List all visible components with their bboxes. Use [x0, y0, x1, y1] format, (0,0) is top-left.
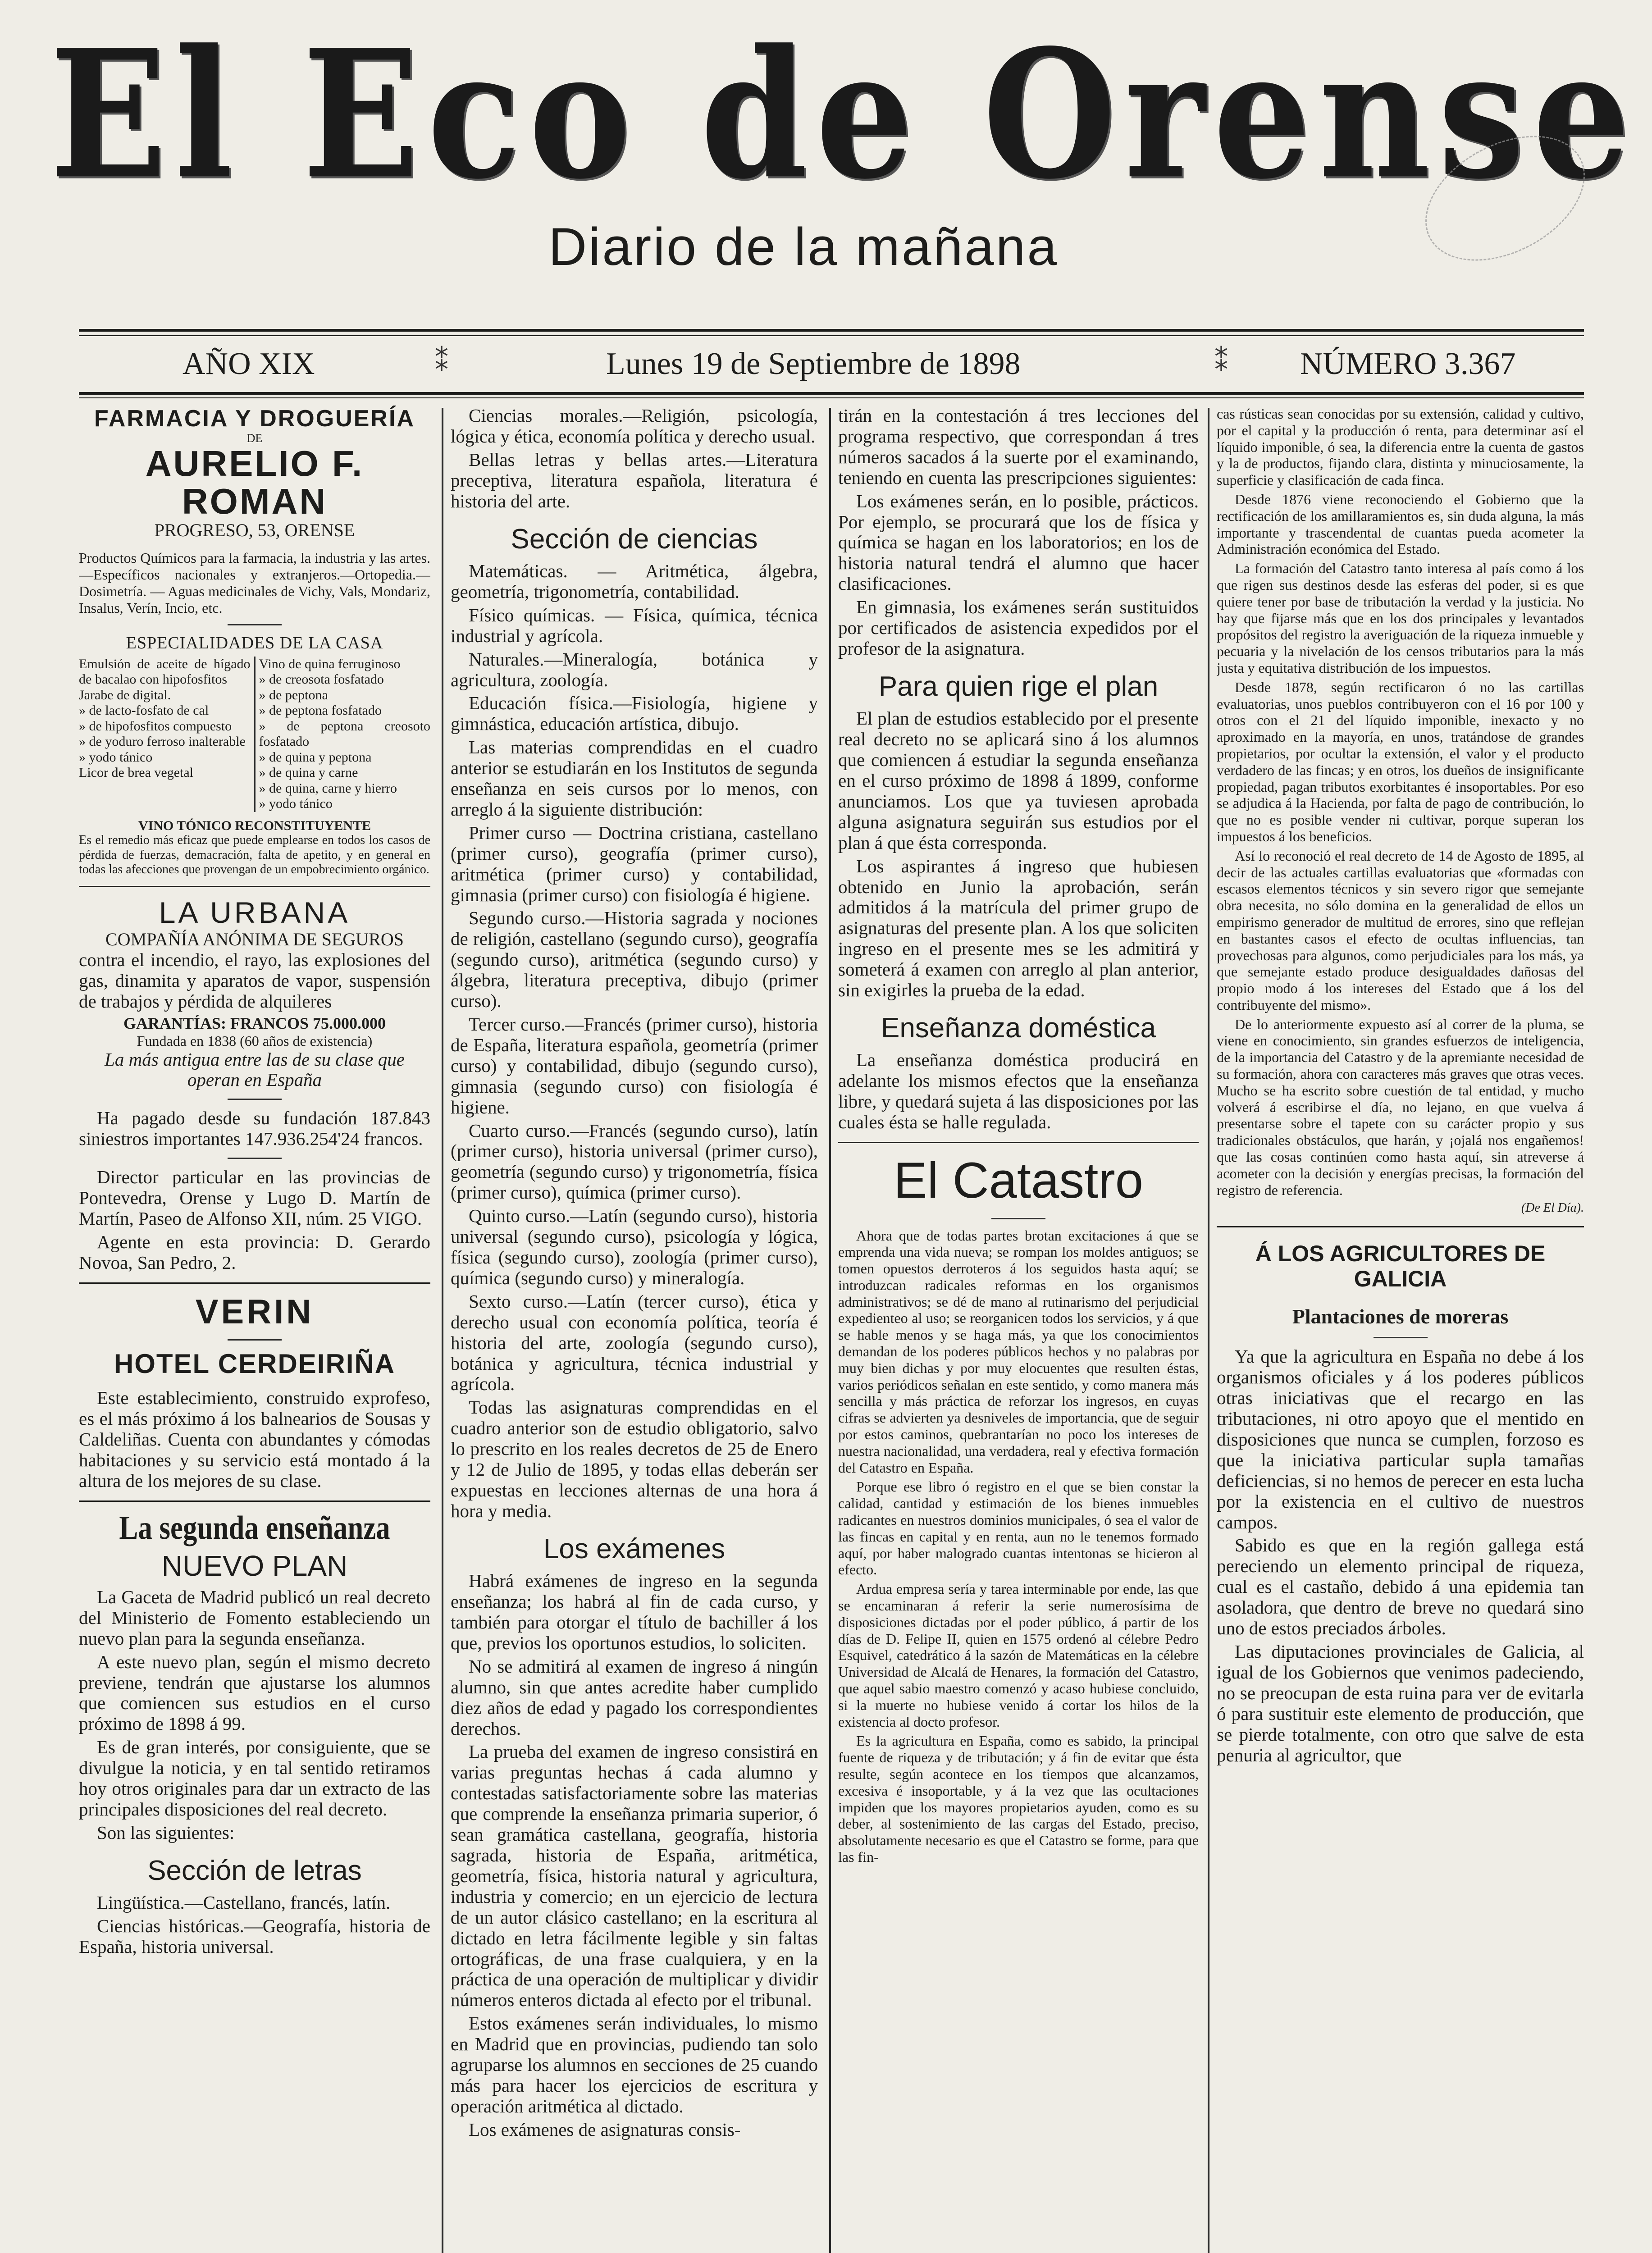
divider — [228, 1099, 282, 1100]
insurance-agent: Agente en esta provincia: D. Gerardo Novoa, San Pedro, 2. — [79, 1231, 430, 1273]
paragraph: Sexto curso.—Latín (tercer curso), ética y derecho usual con economía política, teoría é historia del arte, zoología (segundo curso), botánica y agricultura, técnica industrial y agrícola. — [451, 1291, 818, 1395]
paragraph: Habrá exámenes de ingreso en la segunda enseñanza; los habrá al fin de cada curso, y también para otorgar el título de bachiller á los que, previos los oportunos estudios, lo soliciten. — [451, 1570, 818, 1653]
tonic-wine-text: Es el remedio más eficaz que puede emplearse en todos los casos de pérdida de fuerzas, demacración, falta de apetito, y en general en todas las afecciones que provengan de un empobrecimiento orgánico. — [79, 833, 430, 876]
home-education-title: Enseñanza doméstica — [881, 1012, 1156, 1044]
verin-title: VERIN — [195, 1292, 314, 1331]
issue-date: Lunes 19 de Septiembre de 1898 — [606, 347, 1021, 381]
specialty-item: » de quina y peptona — [259, 749, 372, 765]
paragraph: La prueba del examen de ingreso consistirá en varias preguntas hechas á cada alumno y contestadas satisfactoriamente sobre las materias que comprende la enseñanza primaria superior, ó sean gramática castellana, geografía, historia sagrada, historia de España, aritmética, geometría, física, historia natural y agricultura, industria y comercio; en un ejercicio de lectura de un autor clásico castellano; en la escritura al dictado en letra fácilmente legible y sin faltas ortográficas, de una frase cualquiera, y en la práctica de una operación de multiplicar y dividir números enteros dictada al efecto por el tribunal. — [451, 1741, 818, 2011]
paragraph: Es la agricultura en España, como es sabido, la principal fuente de riqueza y de tributación; y á fin de evitar que ésta resulte, según acontece en los tiempos que alcanzamos, excesiva é insoportable, y á la vez que las ocultaciones impiden que los mayores propietarios ayuden, como es su deber, al sostenimiento de las cargas del Estado, preciso, absolutamente necesario es que el Catastro se forme, para que las fin- — [838, 1733, 1199, 1865]
paragraph: Físico químicas. — Física, química, técnica industrial y agrícola. — [451, 604, 818, 646]
insurance-director: Director particular en las provincias de Pontevedra, Orense y Lugo D. Martín de Martín, Paseo de Alfonso XII, núm. 25 VIGO. — [79, 1167, 430, 1229]
section-rule — [1217, 1226, 1584, 1227]
dateline-rule — [79, 392, 1584, 395]
tonic-wine-title: VINO TÓNICO RECONSTITUYENTE — [138, 818, 371, 833]
paragraph: Todas las asignaturas comprendidas en el cuadro anterior son de estudio obligatorio, salvo lo prescrito en los reales decretos de 25 de Enero y 12 de Julio de 1895, y todas ellas deberán ser expuestas en lecciones alternas de una hora á hora y media. — [451, 1397, 818, 1521]
paragraph: tirán en la contestación á tres lecciones del programa respectivo, que correspondan á tres números sacados á la suerte por el examinando, teniendo en cuenta las prescripciones siguientes: — [838, 406, 1199, 488]
insurance-paid: Ha pagado desde su fundación 187.843 siniestros importantes 147.936.254'24 francos. — [79, 1108, 430, 1149]
pharmacy-products: Productos Químicos para la farmacia, la industria y las artes.—Específicos nacionales y extranjeros.—Ortopedia.—Dosimetría. — Aguas medicinales de Vichy, Vals, Mondariz, Insalus, Verín, Incio, etc. — [79, 550, 430, 616]
pharmacy-de: DE — [246, 432, 263, 445]
paragraph: Primer curso — Doctrina cristiana, castellano (primer curso), geografía (primer curso), aritmética (primer curso) y contabilidad, gimnasia (primer curso) con fisiología é higiene. — [451, 822, 818, 905]
paragraph: Ya que la agricultura en España no debe á los organismos oficiales y á los poderes públicos otras iniciativas que el recargo en las tributaciones, ni otro apoyo que el mentido en disposiciones que nunca se cumplen, forzoso es que la iniciativa particular supla tamañas deficiencias, si no hemos de perecer en esta lucha por la existencia en el cultivo de nuestros campos. — [1217, 1346, 1584, 1532]
paragraph: Matemáticas. — Aritmética, álgebra, geometría, trigonometría, contabilidad. — [451, 560, 818, 602]
source-credit: (De El Día). — [1521, 1201, 1584, 1215]
pharmacy-owner: AURELIO F. ROMAN — [145, 443, 364, 522]
issue-number: NÚMERO 3.367 — [1300, 347, 1516, 381]
paragraph: Naturales.—Mineralogía, botánica y agricultura, zoología. — [451, 648, 818, 690]
section-rule — [79, 1282, 430, 1284]
paragraph: Ahora que de todas partes brotan excitaciones á que se emprenda una vida nueva; se rompan los moldes antiguos; se tomen opuestos derroteros á los seguidos hasta aquí; se introduzcan radicales reformas en los organismos administrativos; se dé de mano al rutinarismo del perjudicial expedienteo al uso; se reorganicen todos los servicios, y á que se hable menos y se haga más, ya que los conocimientos demandan de los poderes públicos hechos y no palabras por muy bien dichas y por muy elocuentes que resulten éstas, varios periódicos señalan en este sentido, y como manera más sencilla y más práctica de reforzar los ingresos, en cuyas cifras se advierten ya desniveles de importancia, que de seguir por estos caminos, quebrantarían no poco los intereses de nuestra nacionalidad, una verdadera, real y efectiva formación del Catastro en España. — [838, 1227, 1199, 1476]
insurance-subtitle: COMPAÑÍA ANÓNIMA DE SEGUROS — [105, 929, 404, 949]
letters-p2: Ciencias históricas.—Geografía, historia de España, historia universal. — [79, 1916, 430, 1957]
paragraph: Cuarto curso.—Francés (segundo curso), latín (primer curso), historia universal (primer curso), geometría (segundo curso) y trigonometría, física (primer curso), química (primer curso). — [451, 1120, 818, 1203]
specialty-item: » de yoduro ferroso inalterable — [79, 734, 246, 749]
education-title: La segunda enseñanza — [119, 1509, 390, 1546]
specialties-right — [256, 657, 431, 812]
insurance-coverage: contra el incendio, el rayo, las explosiones del gas, dinamita y aparatos de vapor, suspensión de trabajos y pérdida de alquileres — [79, 949, 430, 1012]
divider — [228, 624, 282, 625]
pharmacy-title: FARMACIA Y DROGUERÍA — [94, 406, 415, 432]
insurance-oldest: La más antigua entre las de su clase que operan en España — [105, 1049, 405, 1090]
paragraph: Las diputaciones provinciales de Galicia, al igual de los Gobiernos que venimos padeciendo, no se preocupan de esta ruina para ver de evitarla ó para sustituir este elemento de producción, que se pierde totalmente, con otro que salve de esta penuria al agricultor, que — [1217, 1641, 1584, 1765]
specialty-item: » de hipofosfitos compuesto — [79, 718, 232, 734]
education-p3: Es de gran interés, por consiguiente, que se divulgue la noticia, y en tal sentido retiramos hoy otros originales para dar un extracto de las principales disposiciones del real decreto. — [79, 1737, 430, 1820]
paragraph: Tercer curso.—Francés (primer curso), historia de España, literatura española, geometría (primer curso) y contabilidad, dibujo (segundo curso), gimnasia (segundo curso) con fisiología é higiene. — [451, 1014, 818, 1117]
paragraph: Ardua empresa sería y tarea interminable por ende, las que se encaminaran á referir la serie numerosísima de disposiciones dictadas por el poder público, á partir de los días de D. Felipe II, quien en 1575 ordenó al célebre Pedro Esquivel, catedrático á la sazón de Matemáticas en la célebre Universidad de Alcalá de Henares, la formación del Catastro, que aquel sabio maestro comenzó y acaso hubiese concluido, si la muerte no hubiese venido á cortar los hilos de la existencia al docto profesor. — [838, 1581, 1199, 1730]
paragraph: Los exámenes serán, en lo posible, prácticos. Por ejemplo, se procurará que los de física y química se hagan en los laboratorios; en los de historia natural tendrá el alumno que hacer clasificaciones. — [838, 490, 1199, 594]
top-rule-thin — [79, 335, 1584, 336]
paragraph: Educación física.—Fisiología, higiene y gimnástica, educación artística, dibujo. — [451, 693, 818, 734]
paragraph: Los aspirantes á ingreso que hubiesen obtenido en Junio la aprobación, serán admitidos á la matrícula del primer grupo de asignaturas del presente plan. A los que soliciten ingreso en el presente mes se les admitirá y someterá á examen con arreglo al plan anterior, sin exigirles la prueba de la edad. — [838, 855, 1199, 1001]
column-4 — [1217, 406, 1584, 2253]
divider — [991, 1218, 1045, 1219]
farmers-title: Á LOS AGRICULTORES DE GALICIA — [1255, 1241, 1546, 1291]
paragraph: En gimnasia, los exámenes serán sustituidos por certificados de asistencia expedidos por el profesor de la asignatura. — [838, 597, 1199, 659]
paragraph: No se admitirá al examen de ingreso á ningún alumno, sin que antes acredite haber cumplido diez años de edad y pagado los correspondientes derechos. — [451, 1656, 818, 1739]
section-rule — [79, 1500, 430, 1502]
education-p4: Son las siguientes: — [97, 1822, 235, 1843]
insurance-founded: Fundada en 1838 (60 años de existencia) — [137, 1032, 373, 1049]
letters-section-title: Sección de letras — [147, 1855, 362, 1886]
newspaper-title: El Eco de Orense — [50, 11, 1638, 219]
column-1 — [79, 406, 430, 2253]
insurance-guarantee: GARANTÍAS: FRANCOS 75.000.000 — [123, 1014, 386, 1033]
top-rule — [79, 329, 1584, 332]
paragraph: cas rústicas sean conocidas por su extensión, calidad y cultivo, por el capital y la producción ó renta, para determinar así el líquido imponible, ó sea, la diferencia entre la cuenta de gastos y la de productos, fijando clara, distinta y minuciosamente, la superficie y clasificación de cada finca. — [1217, 406, 1584, 488]
exams-section-title: Los exámenes — [543, 1533, 726, 1564]
section-rule — [79, 886, 430, 887]
hotel-title: HOTEL CERDEIRIÑA — [114, 1348, 396, 1379]
section-rule — [838, 1142, 1199, 1143]
column-2 — [451, 406, 818, 2253]
paragraph: Segundo curso.—Historia sagrada y nociones de religión, castellano (segundo curso), geografía (segundo curso), aritmética (segundo curso) y álgebra, literatura preceptiva, dibujo (primer curso). — [451, 908, 818, 1012]
ornament-icon: ⁑ — [435, 347, 448, 377]
paragraph: Sabido es que en la región gallega está pereciendo un elemento principal de riqueza, cual es el castaño, debido á una epidemia tan asoladora, que dentro de breve no quedará sino uno de estos preciados árboles. — [1217, 1535, 1584, 1639]
mulberry-title: Plantaciones de moreras — [1292, 1304, 1509, 1328]
specialties-left — [79, 657, 256, 812]
divider — [228, 1158, 282, 1159]
sciences-section-title: Sección de ciencias — [511, 523, 758, 555]
paragraph: De lo anteriormente expuesto así al correr de la pluma, se viene en conocimiento, sin grandes esfuerzos de inteligencia, de la importancia del Catastro y de la apremiante necesidad de su formación, ahora con caracteres más graves que otras veces. Mucho se ha escrito sobre cuestión de tal entidad, y mucho volverá á escribirse el día, no lejano, en que vuelva á presentarse sobre el tapete con su carácter propio y sus tradicionales obstáculos, que harán, y ¡ojalá nos engañemos! que las cosas continúen como hasta aquí, sin atreverse á acometer con la decisión y energías precisas, la formación del registro de referencia. — [1217, 1016, 1584, 1198]
paragraph: Así lo reconoció el real decreto de 14 de Agosto de 1895, al decir de las actuales cartillas evaluatorias que «formadas con escasos elementos técnicos y sin severo rigor que semejante obra necesita, no sólo domina en la generalidad de ellos un empirismo generador de multitud de errores, sino que reflejan en bastantes casos el efecto de ocultas influencias, tan provechosas para algunos, como perjudiciales para los más, ya que semejante estado produce desigualdades dañosas del propio modo á los intereses del Estado que á los del contribuyente del mismo». — [1217, 847, 1584, 1013]
specialty-item: Licor de brea vegetal — [79, 765, 194, 780]
paragraph: La enseñanza doméstica producirá en adelante los mismos efectos que la enseñanza libre, y quedará sujeta á las disposiciones por las cuales ésta se halle regulada. — [838, 1049, 1199, 1133]
specialty-item: » de peptona creosoto fosfatado — [259, 718, 430, 749]
specialty-item: » de lacto-fosfato de cal — [79, 703, 209, 718]
specialty-item: » de quina, carne y hierro — [259, 780, 397, 796]
specialty-item: Emulsión de aceite de hígado de bacalao con hipofosfitos — [79, 656, 251, 687]
column-separator — [442, 408, 443, 2253]
paragraph: Bellas letras y bellas artes.—Literatura preceptiva, literatura española, literatura é historia del arte. — [451, 449, 818, 511]
letters-p1: Lingüística.—Castellano, francés, latín. — [97, 1892, 391, 1913]
cadastre-title: El Catastro — [894, 1152, 1143, 1209]
specialty-item: » de peptona — [259, 687, 328, 702]
insurance-title: LA URBANA — [159, 896, 351, 930]
pharmacy-address: PROGRESO, 53, ORENSE — [154, 520, 355, 541]
dateline-rule-thin — [79, 397, 1584, 398]
paragraph: El plan de estudios establecido por el presente real decreto no se aplicará sino á los alumnos que comiencen á estudiar la segunda enseñanza en el curso próximo de 1898 á 1899, conforme anunciamos. Los que ya tuviesen aprobada alguna asignatura seguirán sus estudios por el plan á que ésta corresponda. — [838, 708, 1199, 853]
column-separator — [1208, 408, 1209, 2253]
specialty-item: Vino de quina ferruginoso — [259, 656, 401, 671]
paragraph: Porque ese libro ó registro en el que se bien constar la calidad, cantidad y estimación de los bienes inmuebles radicantes en nuestros dominios municipales, ó sea el valor de las fincas en capital y en renta, aun no le tenemos formado aquí, por haber malogrado cuantas intentonas se hicieron al efecto. — [838, 1478, 1199, 1578]
specialty-item: » yodo tánico — [79, 749, 153, 765]
paragraph: Desde 1878, según rectificaron ó no las cartillas evaluatorias, unos pueblos contribuyeron con el 16 por 100 y otros con el 21 del líquido imponible, inexacto y no aproximado en la mayoría, en unos, tratándose de grandes propietarios, por ocultar la extensión, el valor y el producto verdadero de las fincas; y en otros, los dueños de insignificante propiedad, pagan tributos exorbitantes é insoportables. Por eso se adjudica á la Hacienda, por falta de pago de contribución, lo que no es posible vender ni cultivar, porque superan los impuestos á los beneficios. — [1217, 679, 1584, 844]
paragraph: Ciencias morales.—Religión, psicología, lógica y ética, economía política y derecho usual. — [451, 406, 818, 447]
specialty-item: » de peptona fosfatado — [259, 703, 382, 718]
year-label: AÑO XIX — [183, 347, 315, 381]
education-p2: A este nuevo plan, según el mismo decreto previene, tendrán que ajustarse los alumnos que comiencen sus estudios en el curso próximo de 1898 á 99. — [79, 1651, 430, 1734]
specialties-title: ESPECIALIDADES DE LA CASA — [126, 634, 383, 653]
dateline — [79, 346, 1584, 391]
specialty-item: » yodo tánico — [259, 796, 333, 812]
specialties-list — [79, 657, 430, 812]
specialty-item: » de quina y carne — [259, 765, 358, 780]
paragraph: Estos exámenes serán individuales, lo mismo en Madrid que en provincias, pudiendo tan solo agruparse los alumnos en secciones de 25 cuando más para hacer los ejercicios de escritura y operación aritmética al dictado. — [451, 2013, 818, 2116]
specialty-item: » de creosota fosfatado — [259, 672, 384, 687]
hotel-text: Este establecimiento, construido exprofeso, es el más próximo á los balnearios de Sousas y Caldeliñas. Cuenta con abundantes y cómodas habitaciones y su servicio está montado á la altura de los mejores de su clase. — [79, 1387, 430, 1491]
column-separator — [829, 408, 831, 2253]
paragraph: Las materias comprendidas en el cuadro anterior se estudiarán en los Institutos de segunda enseñanza en seis cursos por lo menos, con arreglo á la siguiente distribución: — [451, 737, 818, 820]
masthead — [0, 11, 1652, 278]
new-plan-title: NUEVO PLAN — [161, 1550, 348, 1583]
paragraph: Quinto curso.—Latín (segundo curso), historia universal (segundo curso), psicología y lógica, física (segundo curso), zoología (primer curso), química (segundo curso) y mineralogía. — [451, 1205, 818, 1288]
paragraph: Los exámenes de asignaturas consis- — [469, 2119, 741, 2140]
newspaper-subtitle: Diario de la mañana — [548, 217, 1059, 277]
specialty-item: Jarabe de digital. — [79, 687, 171, 702]
column-3 — [838, 406, 1199, 2253]
paragraph: Desde 1876 viene reconociendo el Gobierno que la rectificación de los amillaramientos es, sin duda alguna, la más importante y trascendental de cuantas pueda acometer la Administración económica del Estado. — [1217, 491, 1584, 557]
plan-scope-title: Para quien rige el plan — [878, 670, 1159, 702]
education-p1: La Gaceta de Madrid publicó un real decreto del Ministerio de Fomento estableciendo un nuevo plan para la segunda enseñanza. — [79, 1586, 430, 1649]
divider — [1374, 1337, 1428, 1338]
divider — [228, 1339, 282, 1341]
ornament-icon: ⁑ — [1214, 347, 1228, 377]
paragraph: La formación del Catastro tanto interesa al país como á los que rigen sus destinos desde las esferas del poder, si es que quiere tener por base de tributación la verdad y la justicia. No hay que fijarse más que en los dos principales y levantados propósitos del registro la averiguación de la riqueza inmueble y pecuaria y la nivelación de los censos tributarios para la más justa y equitativa distribución de los impuestos. — [1217, 560, 1584, 676]
